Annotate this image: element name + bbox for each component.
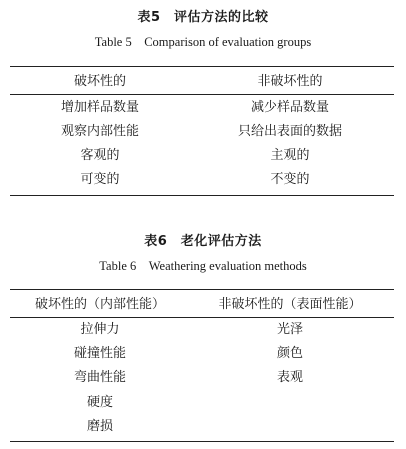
table5-row3-col1: 客观的	[80, 148, 120, 163]
table6-header-nondestructive: 非破坏性的（表面性能）	[218, 297, 362, 312]
table5-row3-col2: 主观的	[270, 148, 310, 163]
table6-bottom-rule	[10, 441, 394, 442]
table6-row3-col2: 表观	[276, 370, 303, 385]
table5-row1-col1: 增加样品数量	[60, 100, 139, 115]
table5-row4-col1: 可变的	[80, 172, 120, 187]
table6-row1-col1: 拉伸力	[80, 322, 120, 337]
table5-header-nondestructive: 非破坏性的	[257, 74, 323, 89]
table6-row2-col2: 颜色	[276, 346, 303, 361]
table6-row5-col1: 磨损	[86, 419, 113, 434]
table5-header-destructive: 破坏性的	[73, 74, 126, 89]
table5-row2-col2: 只给出表面的数据	[237, 124, 342, 139]
table5-row1-col2: 减少样品数量	[250, 100, 329, 115]
table6-en-title: Table 6 Weathering evaluation methods	[99, 259, 307, 273]
table6-cn-title: 表6 老化评估方法	[144, 234, 262, 249]
table6-top-rule	[10, 289, 394, 290]
table5-bottom-rule	[10, 195, 394, 196]
table6-row2-col1: 碰撞性能	[73, 346, 126, 361]
table5-row2-col1: 观察内部性能	[60, 124, 139, 139]
table5-row4-col2: 不变的	[270, 172, 310, 187]
table6-row4-col1: 硬度	[86, 395, 113, 410]
table5-en-title: Table 5 Comparison of evaluation groups	[94, 35, 312, 49]
table6-row3-col1: 弯曲性能	[73, 370, 126, 385]
table6-header-destructive: 破坏性的（内部性能）	[34, 297, 165, 312]
table6-row1-col2: 光泽	[276, 322, 303, 337]
table6-header-rule	[10, 317, 394, 318]
table5-top-rule	[10, 66, 394, 67]
table5-cn-title: 表5 评估方法的比较	[137, 10, 269, 25]
table5-header-rule	[10, 94, 394, 95]
